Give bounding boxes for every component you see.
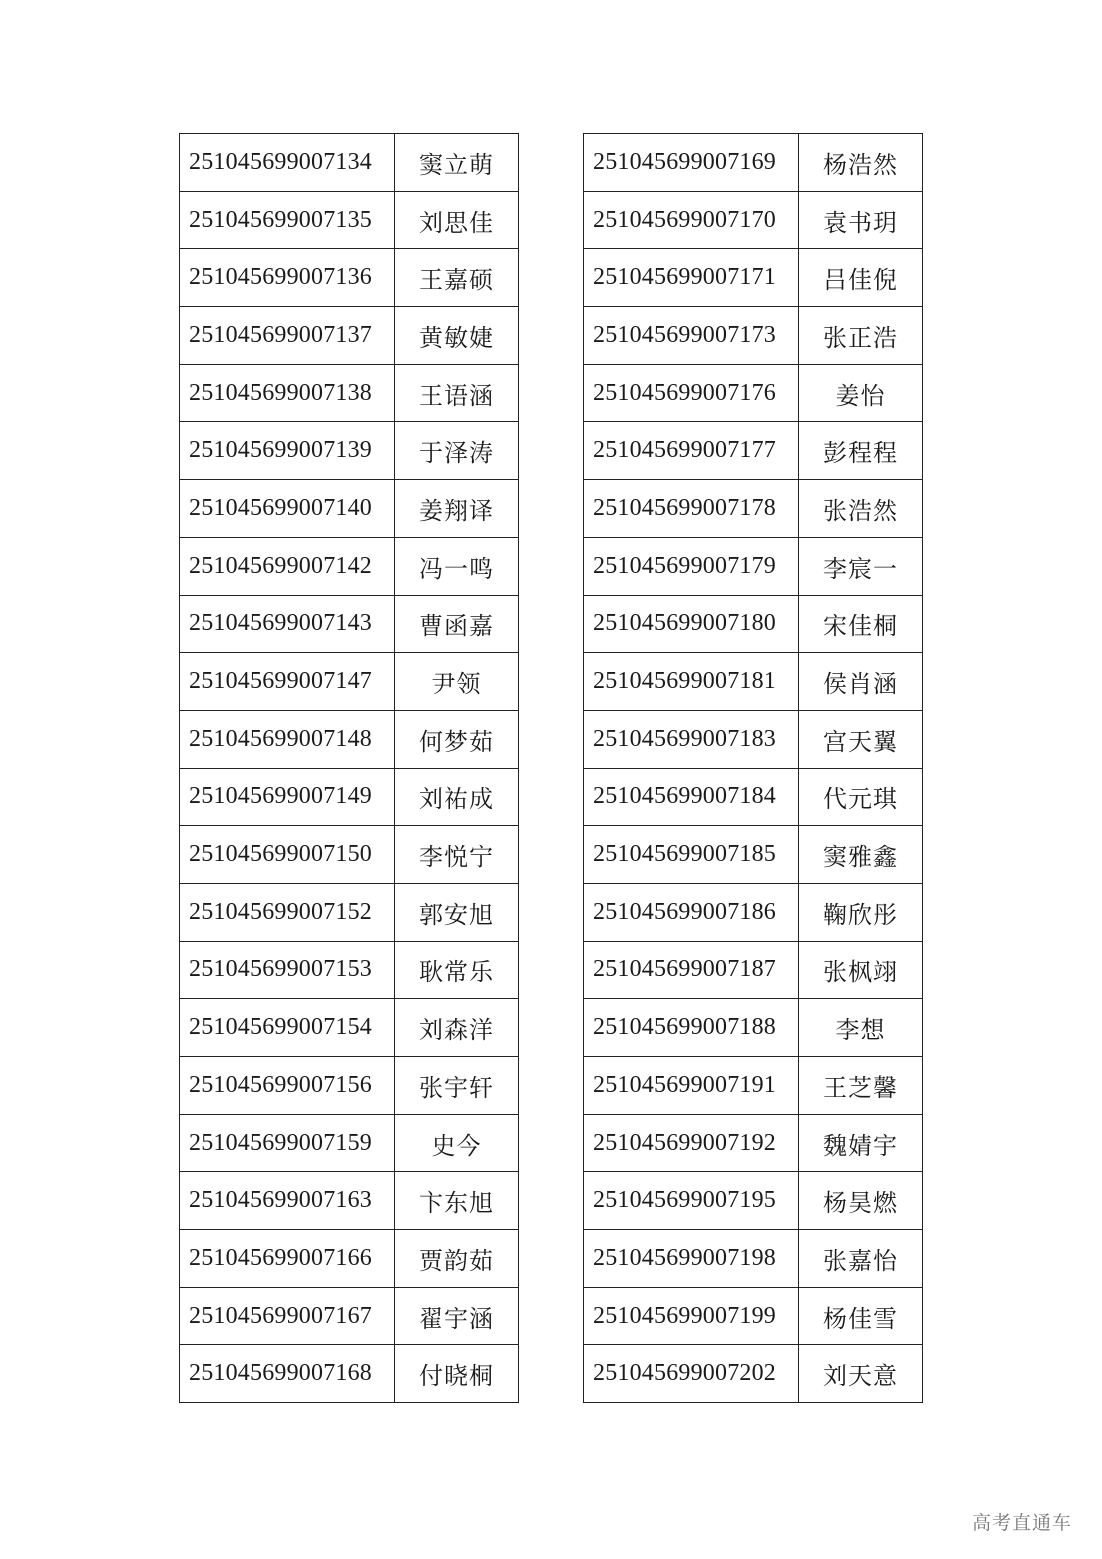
table-row	[180, 710, 519, 768]
candidate-name-cell: 刘祐成	[395, 768, 519, 826]
table-row	[584, 537, 923, 595]
table-row	[584, 191, 923, 249]
candidate-id-cell: 251045699007153	[180, 941, 395, 999]
candidate-name-cell: 贾韵茹	[395, 1230, 519, 1288]
table-row	[180, 1172, 519, 1230]
candidate-id-cell: 251045699007183	[584, 710, 799, 768]
candidate-id-cell: 251045699007191	[584, 1057, 799, 1115]
candidate-id-cell: 251045699007198	[584, 1230, 799, 1288]
candidate-name-cell: 袁书玥	[799, 191, 923, 249]
table-row	[584, 1230, 923, 1288]
candidate-id-cell: 251045699007147	[180, 653, 395, 711]
candidate-id-cell: 251045699007152	[180, 883, 395, 941]
candidate-name-cell: 侯肖涵	[799, 653, 923, 711]
candidate-id-cell: 251045699007139	[180, 422, 395, 480]
candidate-id-cell: 251045699007137	[180, 307, 395, 365]
candidate-id-cell: 251045699007173	[584, 307, 799, 365]
candidate-id-cell: 251045699007171	[584, 249, 799, 307]
candidate-name-cell: 卞东旭	[395, 1172, 519, 1230]
table-row	[180, 191, 519, 249]
candidate-name-cell: 刘森洋	[395, 999, 519, 1057]
candidate-id-cell: 251045699007134	[180, 134, 395, 192]
candidate-id-cell: 251045699007156	[180, 1057, 395, 1115]
table-row	[584, 941, 923, 999]
candidate-id-cell: 251045699007170	[584, 191, 799, 249]
candidate-id-cell: 251045699007143	[180, 595, 395, 653]
table-row	[180, 1114, 519, 1172]
candidate-id-cell: 251045699007180	[584, 595, 799, 653]
table-row	[180, 999, 519, 1057]
table-row	[584, 595, 923, 653]
candidate-name-cell: 杨昊燃	[799, 1172, 923, 1230]
candidate-id-cell: 251045699007148	[180, 710, 395, 768]
table-row	[584, 710, 923, 768]
candidate-name-cell: 张嘉怡	[799, 1230, 923, 1288]
candidate-id-cell: 251045699007135	[180, 191, 395, 249]
candidate-name-cell: 尹领	[395, 653, 519, 711]
candidate-id-cell: 251045699007149	[180, 768, 395, 826]
candidate-name-cell: 窦雅鑫	[799, 826, 923, 884]
candidate-name-cell: 彭程程	[799, 422, 923, 480]
candidate-name-cell: 刘思佳	[395, 191, 519, 249]
table-row	[584, 249, 923, 307]
table-row	[180, 307, 519, 365]
candidate-name-cell: 李宸一	[799, 537, 923, 595]
candidate-id-cell: 251045699007187	[584, 941, 799, 999]
roster-table-left	[179, 133, 519, 1403]
candidate-id-cell: 251045699007192	[584, 1114, 799, 1172]
candidate-name-cell: 姜怡	[799, 364, 923, 422]
candidate-name-cell: 刘天意	[799, 1345, 923, 1403]
table-row	[584, 826, 923, 884]
table-row	[180, 768, 519, 826]
candidate-id-cell: 251045699007136	[180, 249, 395, 307]
table-row	[180, 134, 519, 192]
candidate-id-cell: 251045699007154	[180, 999, 395, 1057]
candidate-id-cell: 251045699007166	[180, 1230, 395, 1288]
candidate-id-cell: 251045699007185	[584, 826, 799, 884]
candidate-name-cell: 于泽涛	[395, 422, 519, 480]
table-row	[584, 653, 923, 711]
table-row	[584, 1287, 923, 1345]
table-row	[180, 595, 519, 653]
candidate-id-cell: 251045699007176	[584, 364, 799, 422]
table-row	[584, 1345, 923, 1403]
candidate-name-cell: 史今	[395, 1114, 519, 1172]
candidate-name-cell: 付晓桐	[395, 1345, 519, 1403]
candidate-name-cell: 姜翔译	[395, 480, 519, 538]
table-row	[584, 999, 923, 1057]
table-row	[180, 1287, 519, 1345]
table-row	[180, 1230, 519, 1288]
roster-table-left-body	[180, 134, 519, 1403]
candidate-id-cell: 251045699007140	[180, 480, 395, 538]
candidate-name-cell: 鞠欣彤	[799, 883, 923, 941]
table-row	[180, 422, 519, 480]
table-row	[584, 1057, 923, 1115]
candidate-name-cell: 李悦宁	[395, 826, 519, 884]
table-row	[180, 653, 519, 711]
table-row	[180, 1057, 519, 1115]
table-row	[584, 768, 923, 826]
candidate-id-cell: 251045699007142	[180, 537, 395, 595]
candidate-name-cell: 冯一鸣	[395, 537, 519, 595]
candidate-name-cell: 王芝馨	[799, 1057, 923, 1115]
candidate-name-cell: 杨佳雪	[799, 1287, 923, 1345]
candidate-id-cell: 251045699007181	[584, 653, 799, 711]
candidate-id-cell: 251045699007202	[584, 1345, 799, 1403]
table-row	[180, 249, 519, 307]
candidate-id-cell: 251045699007188	[584, 999, 799, 1057]
candidate-id-cell: 251045699007168	[180, 1345, 395, 1403]
candidate-name-cell: 宋佳桐	[799, 595, 923, 653]
candidate-name-cell: 王语涵	[395, 364, 519, 422]
table-row	[180, 941, 519, 999]
candidate-id-cell: 251045699007159	[180, 1114, 395, 1172]
candidate-name-cell: 张宇轩	[395, 1057, 519, 1115]
table-row	[180, 1345, 519, 1403]
table-row	[584, 883, 923, 941]
candidate-id-cell: 251045699007178	[584, 480, 799, 538]
table-row	[584, 307, 923, 365]
table-row	[584, 1114, 923, 1172]
candidate-id-cell: 251045699007169	[584, 134, 799, 192]
candidate-id-cell: 251045699007184	[584, 768, 799, 826]
candidate-name-cell: 郭安旭	[395, 883, 519, 941]
candidate-id-cell: 251045699007199	[584, 1287, 799, 1345]
table-row	[584, 134, 923, 192]
candidate-name-cell: 黄敏婕	[395, 307, 519, 365]
table-row	[584, 364, 923, 422]
table-row	[584, 480, 923, 538]
table-row	[180, 537, 519, 595]
candidate-name-cell: 张浩然	[799, 480, 923, 538]
candidate-id-cell: 251045699007138	[180, 364, 395, 422]
candidate-name-cell: 曹函嘉	[395, 595, 519, 653]
candidate-name-cell: 张枫翊	[799, 941, 923, 999]
table-row	[180, 826, 519, 884]
candidate-id-cell: 251045699007195	[584, 1172, 799, 1230]
watermark-text: 高考直通车	[971, 1512, 1072, 1534]
candidate-name-cell: 魏婧宇	[799, 1114, 923, 1172]
candidate-id-cell: 251045699007167	[180, 1287, 395, 1345]
candidate-name-cell: 张正浩	[799, 307, 923, 365]
candidate-name-cell: 窦立萌	[395, 134, 519, 192]
candidate-id-cell: 251045699007150	[180, 826, 395, 884]
candidate-name-cell: 代元琪	[799, 768, 923, 826]
candidate-id-cell: 251045699007179	[584, 537, 799, 595]
candidate-name-cell: 王嘉硕	[395, 249, 519, 307]
candidate-name-cell: 耿常乐	[395, 941, 519, 999]
candidate-name-cell: 翟宇涵	[395, 1287, 519, 1345]
candidate-id-cell: 251045699007163	[180, 1172, 395, 1230]
candidate-name-cell: 李想	[799, 999, 923, 1057]
table-row	[180, 883, 519, 941]
table-row	[584, 422, 923, 480]
table-row	[180, 480, 519, 538]
candidate-name-cell: 何梦茹	[395, 710, 519, 768]
candidate-id-cell: 251045699007177	[584, 422, 799, 480]
roster-table-right	[583, 133, 923, 1403]
roster-table-right-body	[584, 134, 923, 1403]
candidate-name-cell: 宫天翼	[799, 710, 923, 768]
candidate-id-cell: 251045699007186	[584, 883, 799, 941]
table-row	[180, 364, 519, 422]
table-row	[584, 1172, 923, 1230]
candidate-name-cell: 杨浩然	[799, 134, 923, 192]
candidate-name-cell: 吕佳倪	[799, 249, 923, 307]
